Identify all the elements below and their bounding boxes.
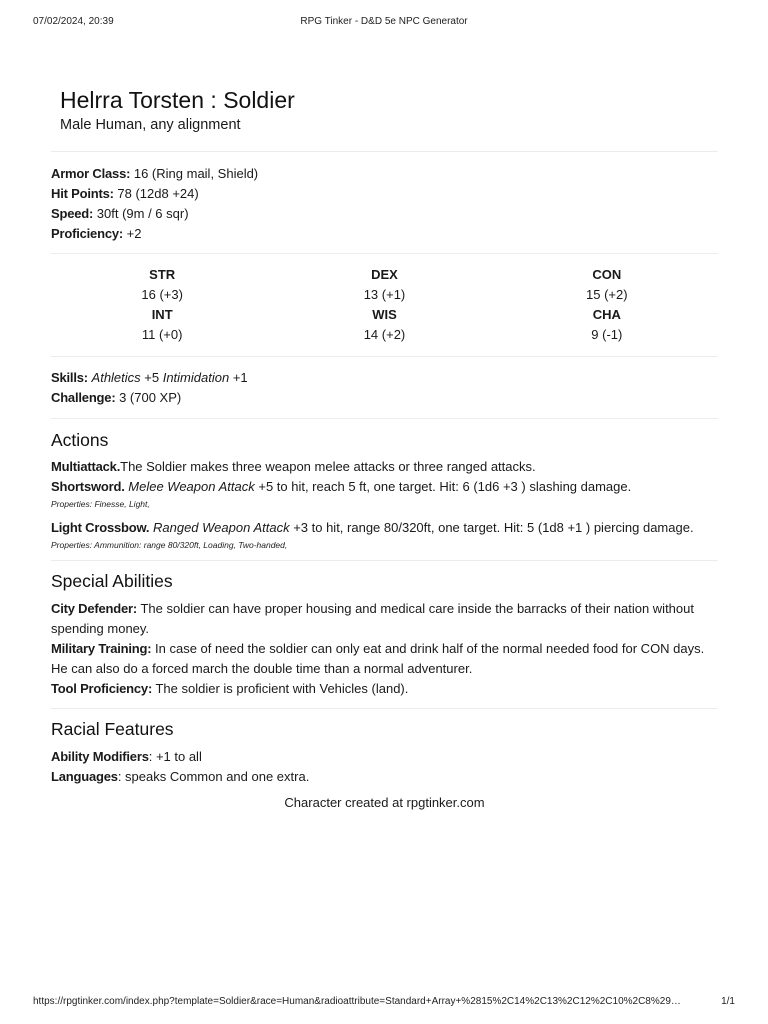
armor-class-label: Armor Class: [51,166,131,181]
npc-name: Helrra Torsten : Soldier [60,87,295,113]
racial-languages [51,767,718,787]
ability-abbr: CHA [592,307,621,322]
print-page-title: RPG Tinker - D&D 5e NPC Generator [300,16,468,27]
weapon-properties: Properties: Finesse, Light, [51,499,150,509]
ability-str [51,265,273,305]
ability-con [496,265,718,305]
challenge-label: Challenge: [51,390,116,405]
ability-abbr: INT [151,307,173,322]
ability-military-training [51,639,718,679]
ability-abbr: WIS [372,307,397,322]
actions-heading: Actions [51,430,109,450]
ability-value: 14 (+2) [363,327,406,342]
ability-tool-proficiency [51,679,718,699]
ability-value: 11 (+0) [141,327,183,342]
skill-bonus: +5 [140,370,163,385]
proficiency-label: Proficiency: [51,226,124,241]
skills-line [51,368,718,388]
armor-class-line [51,164,718,184]
ability-abbr: CON [592,267,622,282]
ability-abbr: DEX [371,267,398,282]
npc-header [51,86,718,135]
ability-value: 15 (+2) [586,287,628,302]
npc-stat-block [51,86,718,813]
skill-name: Athletics [91,370,141,385]
ability-scores [51,265,718,345]
ability-value: 16 (+3) [141,287,183,302]
action-text: The Soldier makes three weapon melee attacks or three ranged attacks. [120,459,536,474]
hit-points-line [51,184,718,204]
speed-line [51,204,718,224]
print-url: https://rpgtinker.com/index.php?template=Soldier&race=Human&radioattribute=Standard+Array+%2815%2C14%2C13%2C12%2C10%2C8%29… [33,996,681,1007]
action-shortsword [51,477,718,497]
attack-type: Melee Weapon Attack [128,479,255,494]
action-name: Shortsword. [51,479,125,494]
proficiency-line [51,224,718,244]
action-name: Multiattack. [51,459,121,474]
racial-ability-modifiers [51,747,718,767]
skill-name: Intimidation [162,370,230,385]
action-text: +5 to hit, reach 5 ft, one target. Hit: 6 (1d6 +3 ) slashing damage. [254,479,632,494]
page-number: 1/1 [721,996,735,1007]
npc-subtitle: Male Human, any alignment [60,117,241,133]
ability-abbr: STR [149,267,176,282]
attack-type: Ranged Weapon Attack [152,520,290,535]
ability-value: 9 (-1) [591,327,623,342]
feature-name: Ability Modifiers [51,749,149,764]
ability-value: 13 (+1) [363,287,406,302]
racial-features-heading: Racial Features [51,719,174,739]
basic-stats [51,164,718,244]
speed-value: 30ft (9m / 6 sqr) [93,206,189,221]
site-credit: Character created at rpgtinker.com [284,795,485,810]
feature-name: Languages [51,769,118,784]
hit-points-value: 78 (12d8 +24) [113,186,199,201]
ability-name: Military Training: [51,641,152,656]
action-light-crossbow [51,518,718,538]
action-name: Light Crossbow. [51,520,150,535]
feature-text: : speaks Common and one extra. [117,769,310,784]
speed-label: Speed: [51,206,94,221]
ability-text: The soldier is proficient with Vehicles (land). [152,681,409,696]
ability-wis [273,305,495,345]
skills-label: Skills: [51,370,88,385]
proficiency-value: +2 [123,226,142,241]
skill-bonus: +1 [229,370,248,385]
ability-cha [496,305,718,345]
ability-text: In case of need the soldier can only eat and drink half of the normal needed food for CON days. He can also do a forced march the double time than a normal adventurer. [51,641,705,676]
ability-name: Tool Proficiency: [51,681,153,696]
ability-text: The soldier can have proper housing and medical care inside the barracks of their nation without spending money. [51,601,694,636]
hit-points-label: Hit Points: [51,186,114,201]
challenge-line [51,388,718,408]
special-abilities-heading: Special Abilities [51,571,173,591]
ability-city-defender [51,599,718,639]
ability-dex [273,265,495,305]
ability-int [51,305,273,345]
challenge-value: 3 (700 XP) [115,390,182,405]
ability-name: City Defender: [51,601,138,616]
feature-text: : +1 to all [148,749,202,764]
armor-class-value: 16 (Ring mail, Shield) [130,166,259,181]
print-datetime: 07/02/2024, 20:39 [33,16,114,27]
action-text: +3 to hit, range 80/320ft, one target. Hit: 5 (1d8 +1 ) piercing damage. [289,520,694,535]
weapon-properties: Properties: Ammunition: range 80/320ft, Loading, Two-handed, [51,540,288,550]
action-multiattack [51,457,718,477]
